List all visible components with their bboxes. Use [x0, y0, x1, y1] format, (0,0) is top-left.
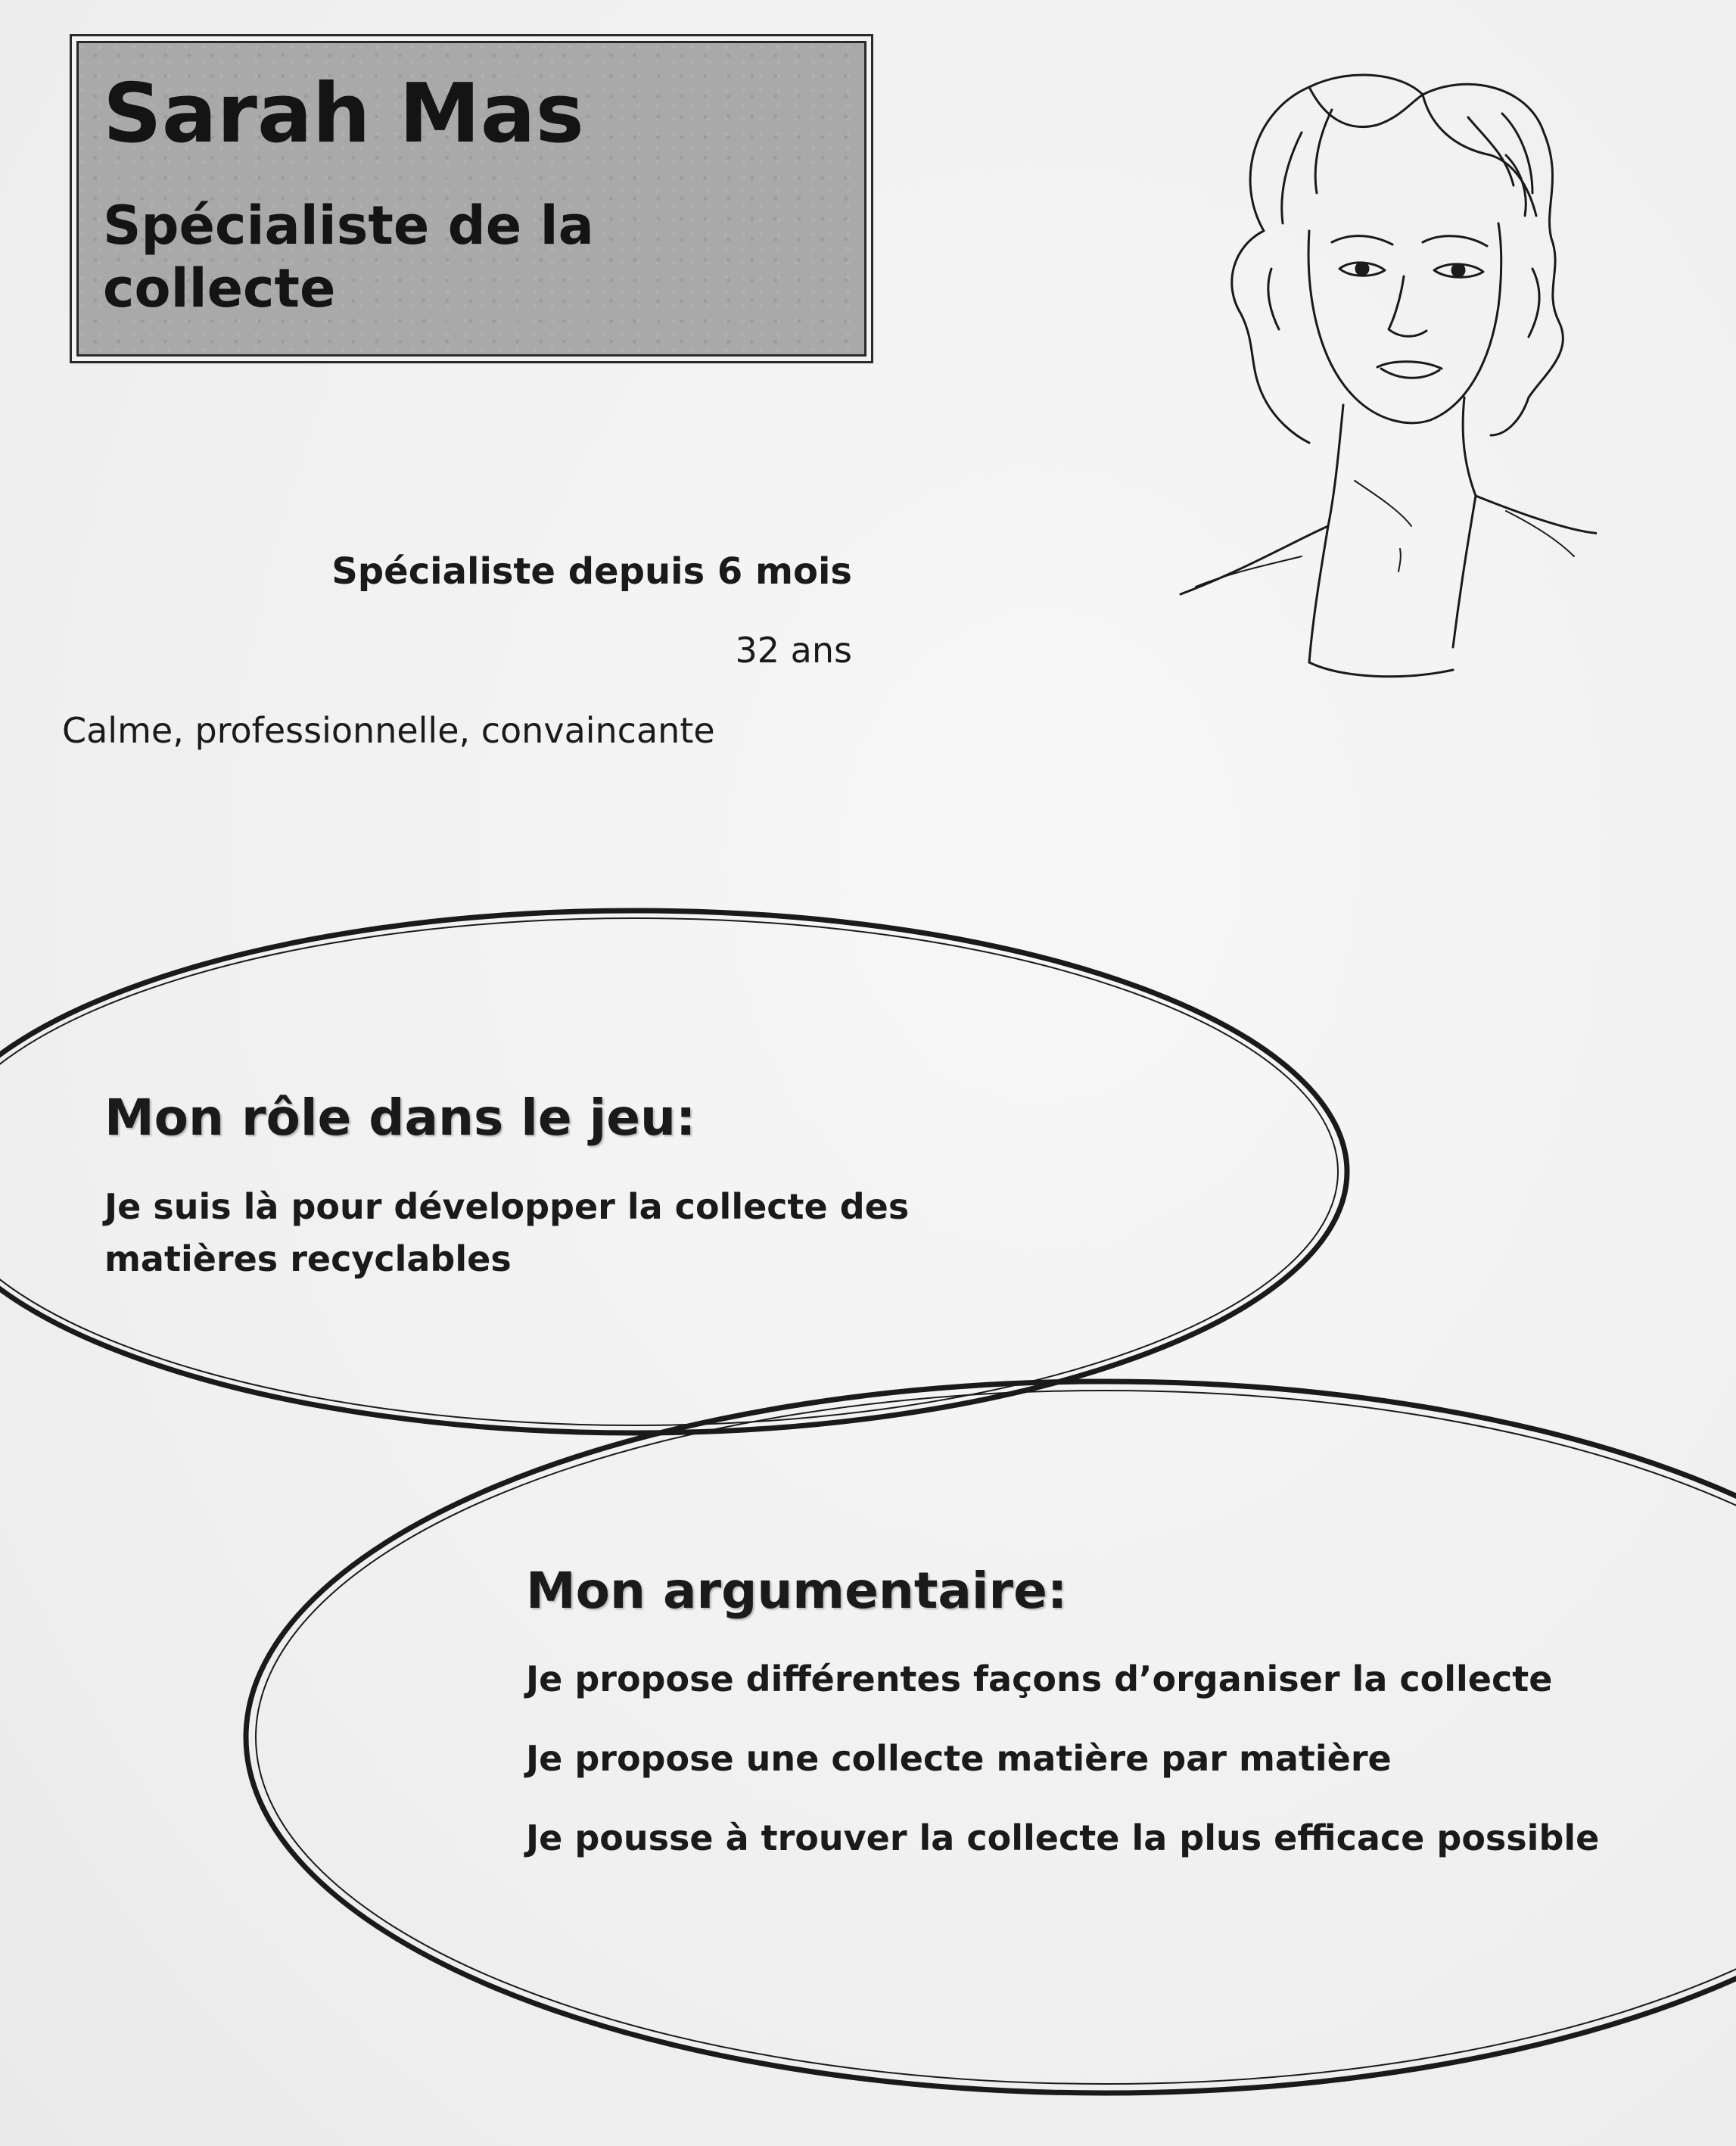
argument-line-1: Je propose différentes façons d’organiser la collecte: [526, 1659, 1553, 1699]
character-name: Sarah Mas: [103, 67, 584, 161]
argument-heading: Mon argumentaire:: [526, 1562, 1068, 1620]
argument-line-2: Je propose une collecte matière par matière: [526, 1738, 1392, 1779]
experience-text: Spécialiste depuis 6 mois: [331, 550, 852, 593]
traits-text: Calme, professionnelle, convaincante: [62, 710, 715, 751]
role-line-1: Je suis là pour développer la collecte des: [104, 1186, 910, 1227]
argument-line-3: Je pousse à trouver la collecte la plus efficace possible: [526, 1817, 1600, 1858]
title-box: [70, 34, 873, 363]
age-text: 32 ans: [735, 630, 852, 671]
role-heading: Mon rôle dans le jeu:: [104, 1089, 696, 1147]
role-ellipse: [0, 911, 1347, 1433]
argument-ellipse: [246, 1381, 1736, 2093]
portrait-sketch-icon: [1150, 42, 1597, 700]
title-box-inner: [76, 41, 866, 357]
character-role: Spécialiste de la collecte: [103, 195, 594, 319]
role-line-2: matières recyclables: [104, 1238, 512, 1279]
